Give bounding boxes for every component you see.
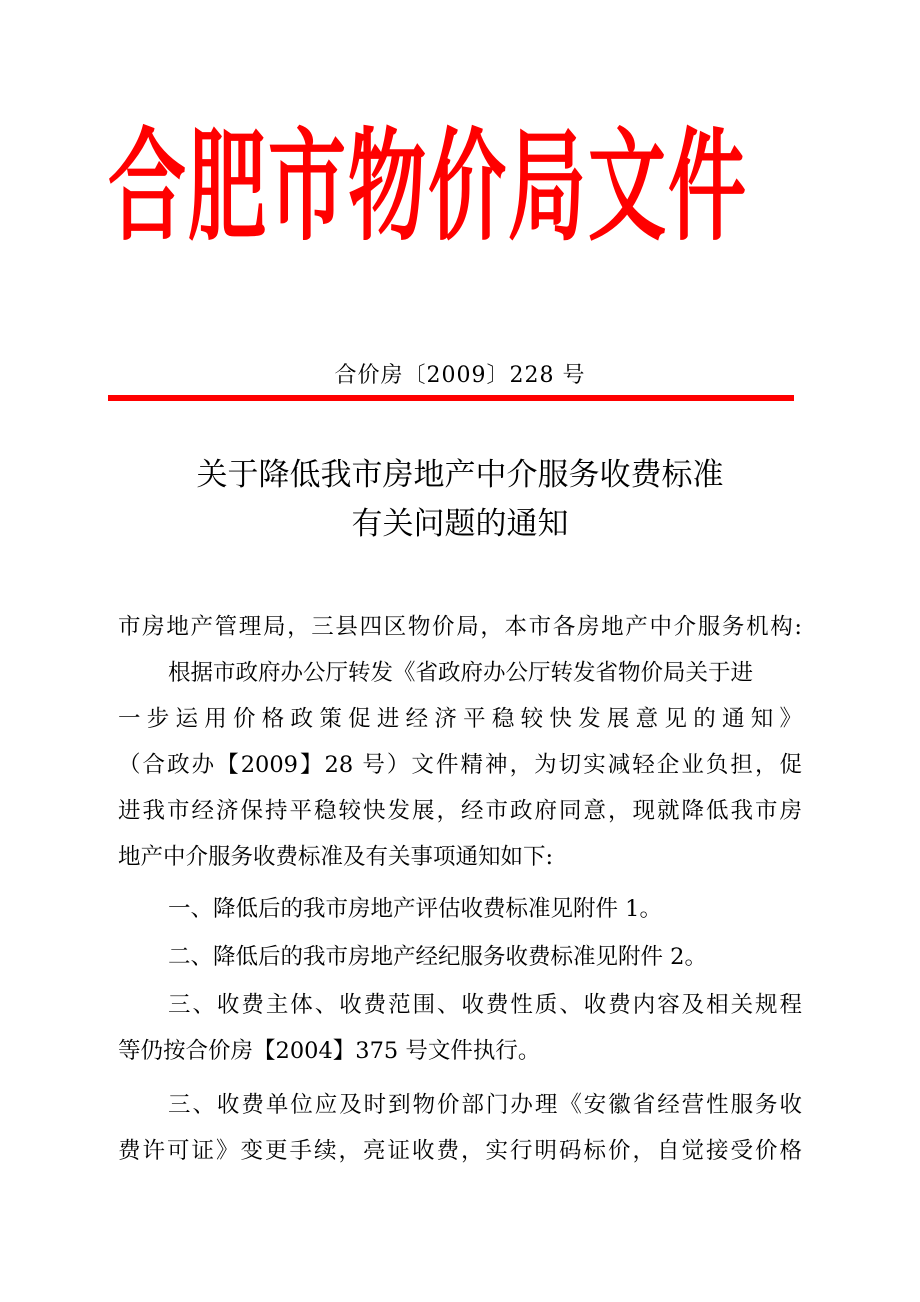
- body-paragraph-line: 根据市政府办公厅转发《省政府办公厅转发省物价局关于进: [168, 660, 754, 686]
- body-paragraph-line: （合政办【2009】28 号）文件精神，为切实减轻企业负担，促: [118, 752, 802, 778]
- list-item-3: 三、收费主体、收费范围、收费性质、收费内容及相关规程: [168, 992, 802, 1018]
- body-paragraph-line: 一步运用价格政策促进经济平稳较快发展意见的通知》: [118, 706, 802, 732]
- list-item-4-continued: 费许可证》变更手续，亮证收费，实行明码标价，自觉接受价格: [118, 1138, 802, 1164]
- list-item-1: 一、降低后的我市房地产评估收费标准见附件 1。: [168, 896, 662, 922]
- red-divider-line: [108, 395, 794, 401]
- document-header-title: 合肥市物价局文件: [108, 118, 749, 258]
- document-number: 合价房〔2009〕228 号: [334, 363, 586, 388]
- notice-title-line-1: 关于降低我市房地产中介服务收费标准: [196, 457, 724, 493]
- list-item-3-continued: 等仍按合价房【2004】375 号文件执行。: [118, 1038, 541, 1064]
- body-paragraph-line: 地产中介服务收费标准及有关事项通知如下:: [118, 844, 554, 870]
- recipients-line: 市房地产管理局，三县四区物价局，本市各房地产中介服务机构:: [118, 614, 802, 640]
- list-item-2: 二、降低后的我市房地产经纪服务收费标准见附件 2。: [168, 944, 707, 970]
- notice-title-line-2: 有关问题的通知: [351, 506, 569, 542]
- body-paragraph-line: 进我市经济保持平稳较快发展，经市政府同意，现就降低我市房: [118, 798, 802, 824]
- list-item-4: 三、收费单位应及时到物价部门办理《安徽省经营性服务收: [168, 1092, 802, 1118]
